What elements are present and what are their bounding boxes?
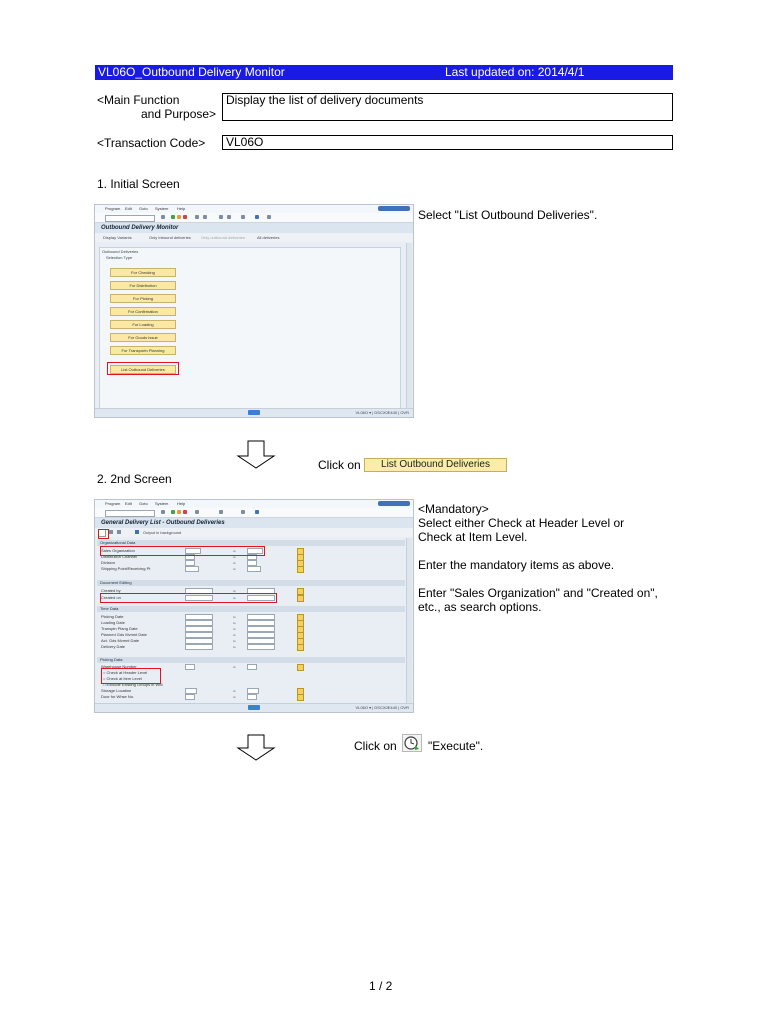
to-label: to (233, 589, 236, 593)
click-on-label-2: Click on (354, 739, 397, 753)
to-label: to (233, 567, 236, 571)
execute-clock-icon (402, 734, 422, 752)
scrollbar[interactable] (406, 243, 412, 408)
row-act-gds-mvmnt-date: Act. Gds Mvmnt Date (101, 638, 140, 643)
session-icon (241, 215, 245, 219)
row-loading-date: Loading Date (101, 620, 125, 625)
menu-system: System (155, 206, 169, 211)
screenshot-second-screen (94, 499, 414, 713)
outbound-deliveries-group (99, 247, 401, 409)
only-inbound: Only Inbound deliveries (149, 235, 191, 240)
multiple-selection-icon[interactable] (297, 644, 304, 651)
highlight-box (107, 362, 179, 375)
only-outbound: Only outbound deliveries (201, 235, 246, 240)
sap-app-toolbar (95, 528, 413, 537)
row-division: Division (101, 560, 116, 565)
execute-highlight-box (98, 529, 109, 539)
shipping-point-to[interactable] (247, 566, 261, 572)
created-on-highlight (100, 593, 277, 603)
door-from[interactable] (185, 694, 195, 700)
to-label: to (233, 561, 236, 565)
to-label: to (233, 633, 236, 637)
to-label: to (233, 555, 236, 559)
mandatory-label: <Mandatory> (418, 502, 489, 516)
back-icon (171, 510, 175, 514)
step2-heading: 2. 2nd Screen (97, 472, 172, 486)
sap-logo (248, 705, 260, 710)
save-icon (161, 215, 165, 219)
tcode-label: <Transaction Code> (97, 136, 206, 150)
row-warehouse-number: Warehouse Number (101, 664, 137, 669)
warehouse-to[interactable] (247, 664, 257, 670)
row-created-on: Created on (101, 595, 121, 600)
menu-goto: Goto (139, 206, 148, 211)
row-distribution-channel: Distribution Channel (101, 554, 138, 559)
door-to[interactable] (247, 694, 257, 700)
save-icon (161, 510, 165, 514)
for-goods-issue-button[interactable]: For Goods Issue (110, 333, 176, 342)
group-title: Outbound Deliveries (102, 249, 139, 254)
to-label: to (233, 596, 236, 600)
section-organizational-data: Organizational Data (97, 540, 405, 546)
page-icon (227, 215, 231, 219)
to-label: to (233, 695, 236, 699)
for-transport-planning-button[interactable]: For Transportn Planning (110, 346, 176, 355)
purpose-value-box (222, 93, 673, 121)
sap-screen-title: General Delivery List - Outbound Deliveries (95, 518, 413, 528)
exit-icon (177, 215, 181, 219)
row-created-by: Created by (101, 588, 121, 593)
row-transptn-plang-date: Transptn Plang Date (101, 626, 138, 631)
tcode-value: VL06O (226, 135, 264, 149)
help-icon (255, 215, 259, 219)
print-icon (195, 510, 199, 514)
exclude-groups-label: Exclude Existing Groups in WM (106, 682, 163, 687)
section-document-editing: Document Editing (97, 580, 405, 586)
for-checking-button[interactable]: For Checking (110, 268, 176, 277)
menu-program: Program (105, 501, 121, 506)
purpose-value: Display the list of delivery documents (226, 93, 424, 107)
for-distribution-button[interactable]: For Distribution (110, 281, 176, 290)
checkbox-exclude-groups[interactable]: □ Exclude Existing Groups in WM (103, 682, 163, 687)
section-time-data: Time Data (97, 606, 405, 612)
for-confirmation-button[interactable]: For Confirmation (110, 307, 176, 316)
last-updated: Last updated on: 2014/4/1 (445, 65, 585, 79)
click-on-label-1: Click on (318, 458, 361, 472)
back-icon (171, 215, 175, 219)
selection-type: Selection Type (106, 255, 133, 260)
step1-heading: 1. Initial Screen (97, 177, 180, 191)
check-header-label: Check at Header Level (106, 670, 148, 675)
list-outbound-deliveries-button[interactable]: List Outbound Deliveries (110, 365, 176, 374)
output-in-background[interactable]: Output in background (143, 530, 182, 535)
menu-system: System (155, 501, 169, 506)
row-planned-gds-mvmnt-date: Planned Gds Mvmnt Date (101, 632, 147, 637)
all-deliveries: All deliveries (257, 235, 280, 240)
purpose-label-line1: <Main Function (97, 93, 180, 107)
shipping-point-from[interactable] (185, 566, 199, 572)
status-info: VL06O ▾ | DSCX0E440 | OVR (355, 705, 409, 710)
row-shipping-point: Shipping Point/Receiving Pt (101, 566, 151, 571)
to-label: to (233, 645, 236, 649)
sap-logo-corner (378, 206, 410, 211)
sap-logo-corner (378, 501, 410, 506)
menu-edit: Edit (125, 206, 132, 211)
row-sales-organization: Sales Organization (101, 548, 135, 553)
check-item-label: Check at Item Level (106, 676, 142, 681)
multiple-selection-icon[interactable] (297, 664, 304, 671)
row-picking-date: Picking Date (101, 614, 124, 619)
document-title-bar (95, 65, 673, 80)
down-arrow-icon (236, 440, 276, 470)
print-icon (195, 215, 199, 219)
background-icon[interactable] (135, 530, 139, 534)
display-variants: Display Variants (103, 235, 132, 240)
status-info: VL06O ▾ | DSCX0E440 | OVR (355, 410, 409, 415)
to-label: to (233, 665, 236, 669)
radio-check-item-level[interactable]: ○ Check at Item Level (103, 676, 142, 681)
for-loading-button[interactable]: For Loading (110, 320, 176, 329)
page-icon (219, 215, 223, 219)
menu-help: Help (177, 206, 186, 211)
page-number: 1 / 2 (369, 979, 393, 993)
to-label: to (233, 615, 236, 619)
warehouse-from[interactable] (185, 664, 195, 670)
menu-program: Program (105, 206, 121, 211)
tcode-value-box (222, 135, 673, 150)
step1-instruction: Select "List Outbound Deliveries". (418, 208, 598, 222)
sap-menubar (95, 205, 413, 213)
help-icon (255, 510, 259, 514)
find-icon (203, 215, 207, 219)
section-picking-data: Picking Data (97, 657, 405, 663)
multiple-selection-icon[interactable] (297, 588, 304, 595)
sap-screen-title: Outbound Delivery Monitor (95, 223, 413, 233)
cancel-icon (183, 215, 187, 219)
menu-help: Help (177, 501, 186, 506)
mandatory-text: Select either Check at Header Level or Check at Item Level. (418, 516, 625, 544)
scrollbar[interactable] (406, 538, 412, 703)
command-field (105, 510, 155, 517)
delivery-date-to[interactable] (247, 644, 275, 650)
to-label: to (233, 621, 236, 625)
enter-mandatory-text: Enter the mandatory items as above. (418, 558, 615, 572)
menu-goto: Goto (139, 501, 148, 506)
row-storage-location: Storage Location (101, 688, 132, 693)
row-delivery-date: Delivery Date (101, 644, 126, 649)
layout-icon (267, 215, 271, 219)
to-label: to (233, 549, 236, 553)
multiple-selection-icon[interactable] (297, 595, 304, 602)
page-icon (219, 510, 223, 514)
delivery-date-from[interactable] (185, 644, 213, 650)
purpose-label (97, 93, 216, 121)
for-picking-button[interactable]: For Picking (110, 294, 176, 303)
menu-edit: Edit (125, 501, 132, 506)
sales-org-highlight (100, 546, 265, 556)
purpose-label-line2: and Purpose> (141, 107, 217, 121)
session-icon (241, 510, 245, 514)
to-label: to (233, 689, 236, 693)
row-door-for-whse: Door for Whse No. (101, 694, 135, 699)
multiple-selection-icon[interactable] (297, 566, 304, 573)
to-label: to (233, 627, 236, 631)
cancel-icon (183, 510, 187, 514)
down-arrow-icon (236, 734, 276, 764)
search-options-text: Enter "Sales Organization" and "Created on", etc., as search options. (418, 586, 658, 614)
radio-check-header-level[interactable]: ○ Check at Header Level (103, 670, 148, 675)
exit-icon (177, 510, 181, 514)
screenshot-initial-screen (94, 204, 414, 418)
sap-menubar (95, 500, 413, 508)
list-outbound-deliveries-inline-button: List Outbound Deliveries (364, 458, 507, 472)
multiple-selection-icon[interactable] (297, 694, 304, 701)
command-field (105, 215, 155, 222)
check-level-highlight (101, 668, 161, 684)
to-label: to (233, 639, 236, 643)
sap-logo (248, 410, 260, 415)
sap-app-toolbar (95, 233, 413, 242)
variant-icon[interactable] (109, 530, 113, 534)
info-icon[interactable] (117, 530, 121, 534)
document-title: VL06O_Outbound Delivery Monitor (98, 65, 285, 79)
execute-label: "Execute". (428, 739, 484, 753)
